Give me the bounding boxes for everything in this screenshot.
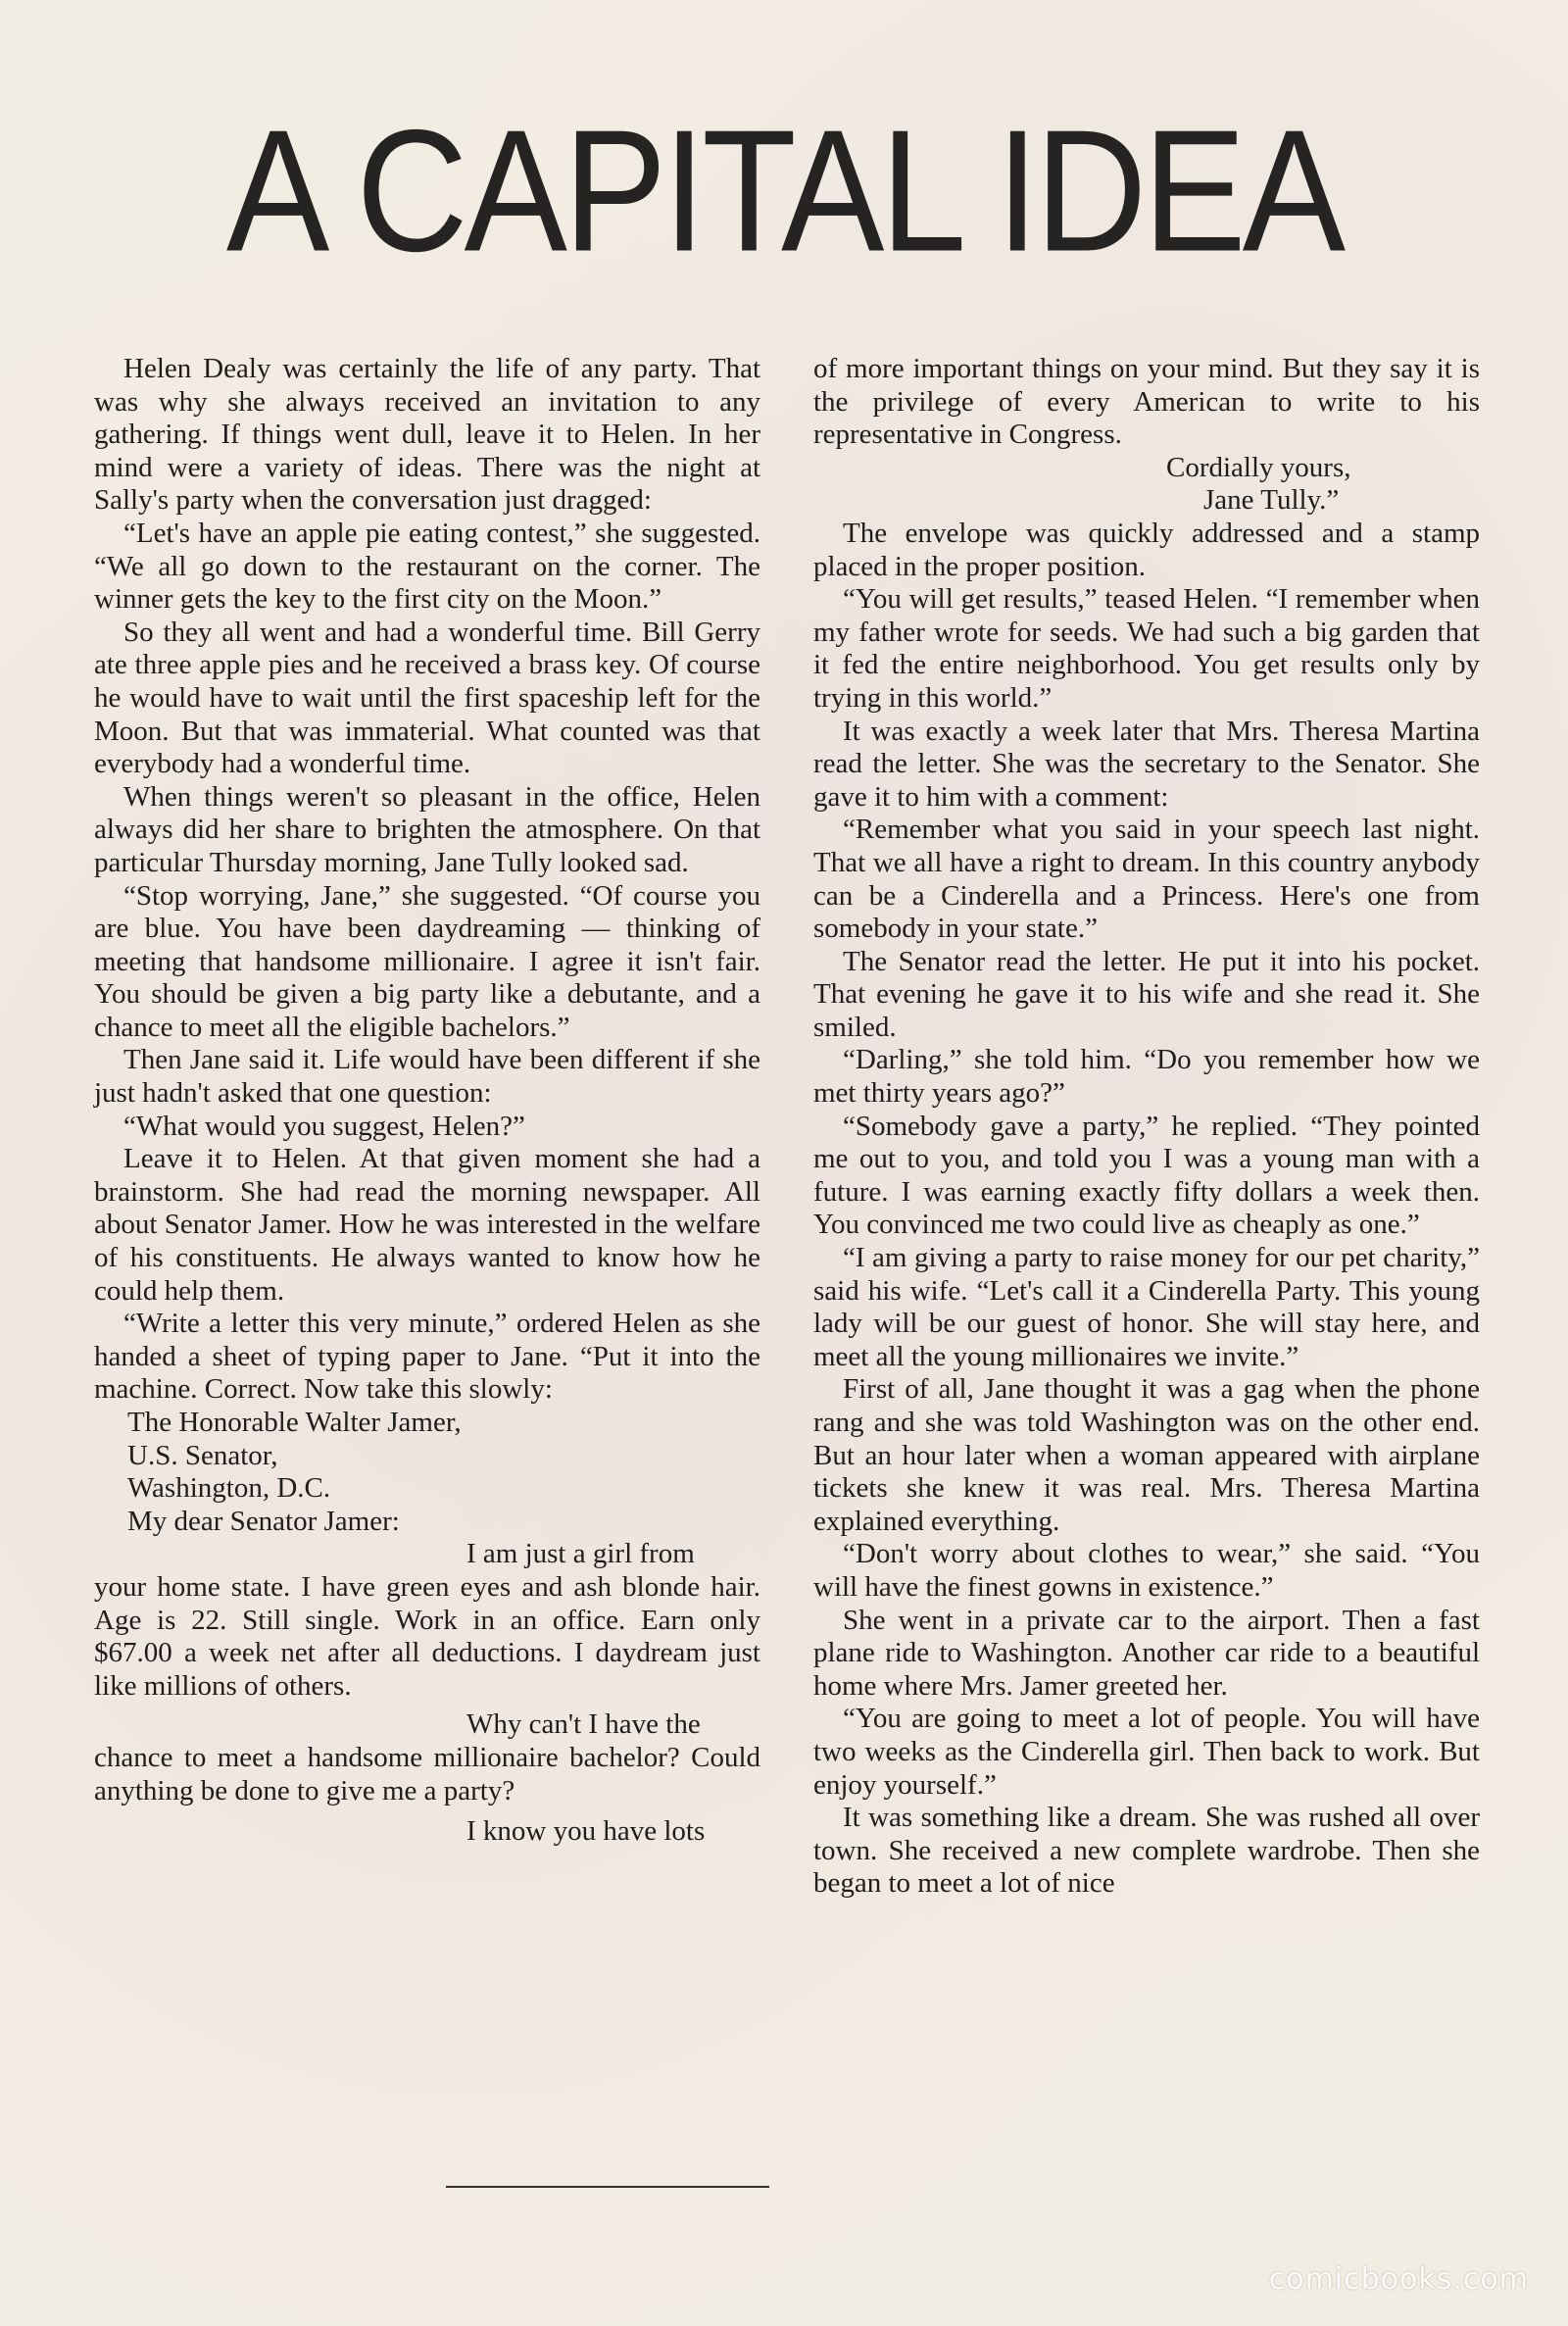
paragraph: “What would you suggest, Helen?” xyxy=(123,1110,525,1142)
bottom-rule xyxy=(446,2186,769,2188)
letter-paragraph: chance to meet a handsome millionaire bachelor? Could anything be done to give me a party? xyxy=(94,1741,760,1806)
paragraph: “Let's have an apple pie eating contest,” she suggested. “We all go down to the restaurant on the corner. The winner gets the key to the first city on the Moon.” xyxy=(94,517,760,616)
letter-address-line: The Honorable Walter Jamer, xyxy=(127,1407,462,1438)
paragraph: So they all went and had a wonderful time. Bill Gerry ate three apple pies and he received a brass key. Of course he would have to wait until the first spaceship left for the Moon. But that was immaterial. What counted was that everybody had a wonderful time. xyxy=(94,616,760,780)
letter-line-start: Why can't I have the xyxy=(466,1708,701,1741)
paragraph: When things weren't so pleasant in the office, Helen always did her share to brighten the atmosphere. On that particular Thursday morning, Jane Tully looked sad. xyxy=(94,780,760,878)
paragraph: “I am giving a party to raise money for our pet charity,” said his wife. “Let's call it a Cinderella Party. This young lady will be our guest of honor. She will stay here, and meet all the young millionaires we invite.” xyxy=(813,1242,1480,1372)
paragraph: “You are going to meet a lot of people. You will have two weeks as the Cinderella girl. Then back to work. But enjoy yourself.” xyxy=(813,1703,1480,1801)
letter-paragraph: your home state. I have green eyes and ash blonde hair. Age is 22. Still single. Work in an office. Earn only $67.00 a week net after all deductions. I daydream just like millions of others. xyxy=(94,1570,760,1702)
letter-signature: Jane Tully.” xyxy=(1203,484,1340,517)
story-title: A CAPITAL IDEA xyxy=(225,94,1343,288)
paragraph: Then Jane said it. Life would have been different if she just hadn't asked that one question: xyxy=(94,1044,760,1110)
right-column xyxy=(813,353,1480,1901)
letter-address-line: U.S. Senator, xyxy=(127,1439,278,1471)
paragraph: She went in a private car to the airport. Then a fast plane ride to Washington. Another car ride to a beautiful home where Mrs. Jamer greeted her. xyxy=(813,1604,1480,1702)
paragraph: The Senator read the letter. He put it into his pocket. That evening he gave it to his wife and she read it. She smiled. xyxy=(813,945,1480,1043)
letter-line-start: I know you have lots xyxy=(466,1815,706,1848)
paragraph: “Somebody gave a party,” he replied. “They pointed me out to you, and told you I was a young man with a future. I was earning exactly fifty dollars a week then. You convinced me two could live as cheaply as one.” xyxy=(813,1110,1480,1241)
paragraph: It was something like a dream. She was rushed all over town. She received a new complete wardrobe. Then she began to meet a lot of nice xyxy=(813,1802,1480,1900)
paragraph: “Remember what you said in your speech last night. That we all have a right to dream. In this country anybody can be a Cinderella and a Princess. Here's one from somebody in your state.” xyxy=(813,814,1480,945)
letter-salutation: My dear Senator Jamer: xyxy=(127,1505,400,1537)
paragraph: It was exactly a week later that Mrs. Theresa Martina read the letter. She was the secretary to the Senator. She gave it to him with a comment: xyxy=(813,715,1480,813)
paragraph: “You will get results,” teased Helen. “I remember when my father wrote for seeds. We had such a big garden that it fed the entire neighborhood. You get results only by trying in this world.” xyxy=(813,583,1480,714)
letter-line-start: I am just a girl from xyxy=(466,1538,695,1570)
left-column xyxy=(94,353,760,1849)
paragraph: “Darling,” she told him. “Do you remember how we met thirty years ago?” xyxy=(813,1044,1480,1110)
site-watermark: comicbooks.com xyxy=(1268,2262,1529,2297)
paragraph: Helen Dealy was certainly the life of any party. That was why she always received an invitation to any gathering. If things went dull, leave it to Helen. In her mind were a variety of ideas. There was the night at Sally's party when the conversation just dragged: xyxy=(94,353,760,517)
paragraph: The envelope was quickly addressed and a stamp placed in the proper position. xyxy=(813,517,1480,582)
paragraph: “Write a letter this very minute,” ordered Helen as she handed a sheet of typing paper to Jane. “Put it into the machine. Correct. Now take this slowly: xyxy=(94,1308,760,1406)
paragraph: “Don't worry about clothes to wear,” she said. “You will have the finest gowns in existence.” xyxy=(813,1538,1480,1603)
paragraph: “Stop worrying, Jane,” she suggested. “Of course you are blue. You have been daydreaming — thinking of meeting that handsome millionaire. I agree it isn't fair. You should be given a big party like a debutante, and a chance to meet all the eligible bachelors.” xyxy=(94,879,760,1043)
paragraph: Leave it to Helen. At that given moment she had a brainstorm. She had read the morning newspaper. All about Senator Jamer. How he was interested in the welfare of his constituents. He always wanted to know how he could help them. xyxy=(94,1143,760,1307)
paragraph: of more important things on your mind. But they say it is the privilege of every American to write to his representative in Congress. xyxy=(813,353,1480,451)
paragraph: First of all, Jane thought it was a gag when the phone rang and she was told Washington was on the other end. But an hour later when a woman appeared with airplane tickets she knew it was real. Mrs. Theresa Martina explained everything. xyxy=(813,1373,1480,1537)
letter-closing: Cordially yours, xyxy=(1166,451,1351,483)
letter-address-line: Washington, D.C. xyxy=(127,1472,331,1505)
